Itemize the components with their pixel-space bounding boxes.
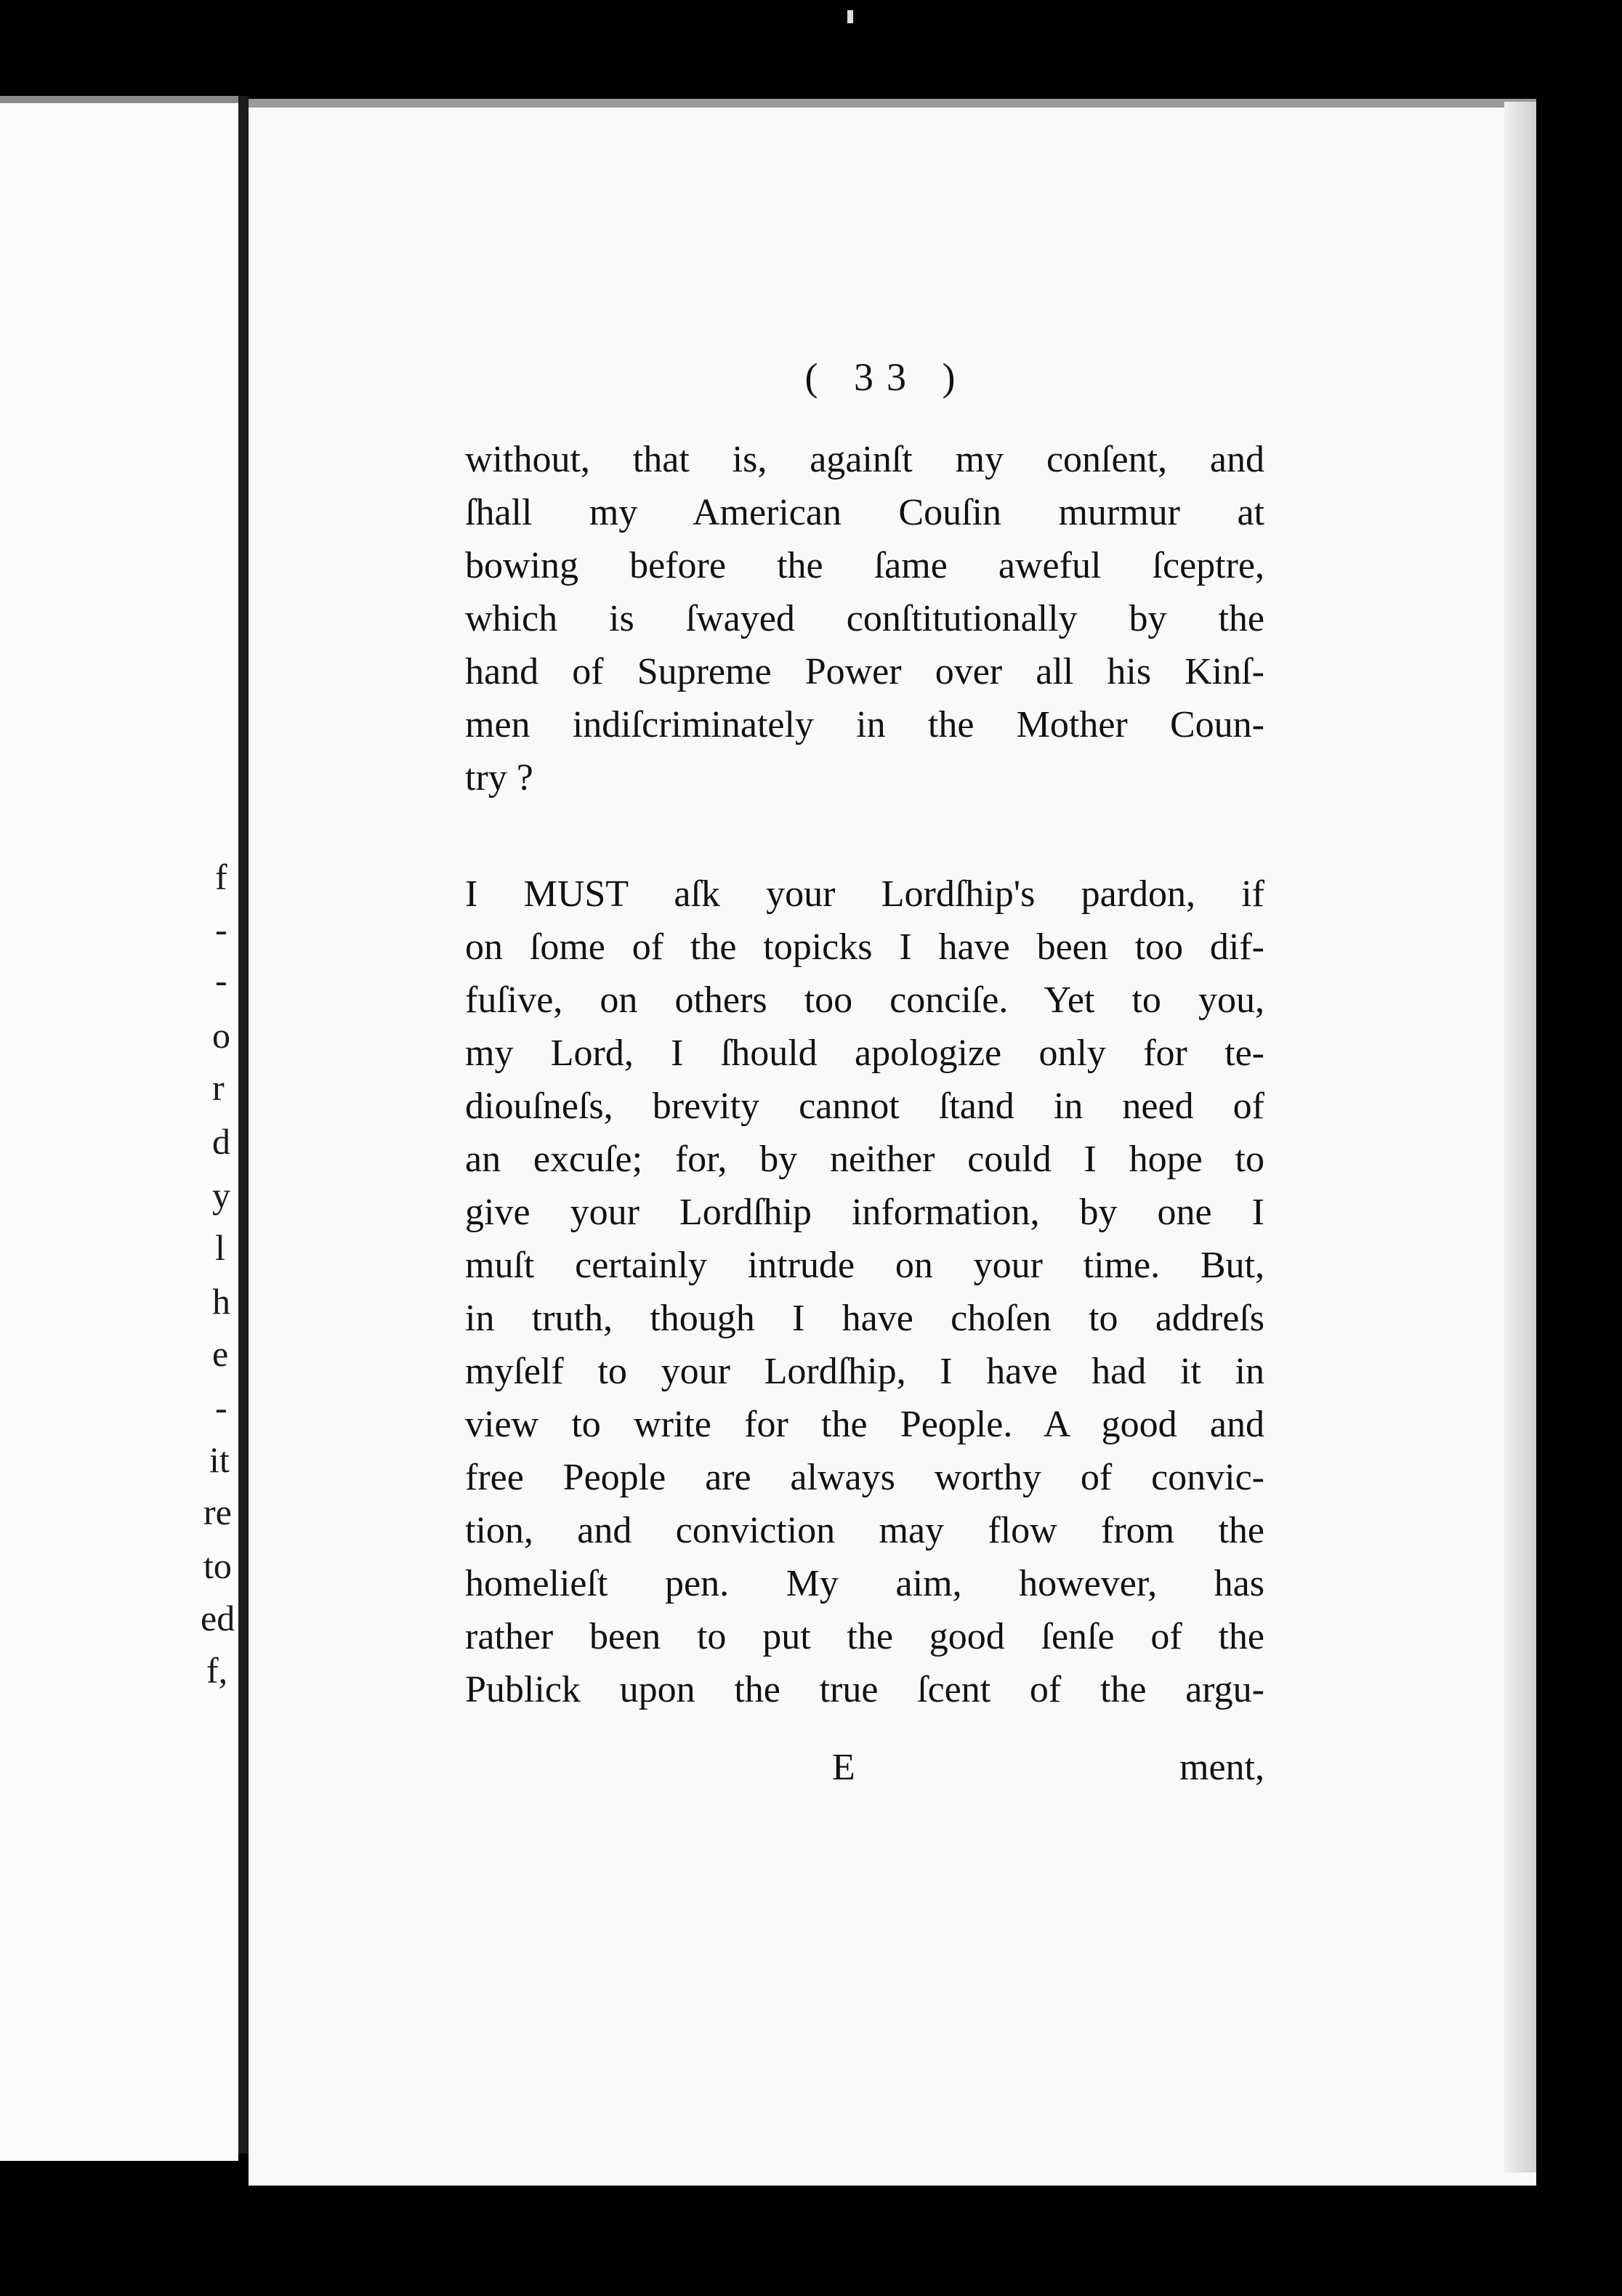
paragraph-1 — [465, 433, 1264, 804]
left-fragment: f — [215, 857, 227, 897]
left-fragment: - — [215, 1387, 227, 1428]
left-fragment: - — [215, 960, 227, 1001]
left-fragment: d — [212, 1121, 230, 1162]
text-line: which is ſwayed conſtitutionally by the — [465, 598, 1264, 639]
text-line: I MUST aſk your Lordſhip's pardon, if — [465, 873, 1264, 915]
text-line: tion, and conviction may flow from the — [465, 1510, 1264, 1551]
left-fragment: it — [209, 1439, 230, 1480]
text-line: view to write for the People. A good and — [465, 1404, 1264, 1445]
left-fragment: ed — [201, 1598, 235, 1638]
scan-speck — [847, 10, 853, 23]
left-fragment: - — [215, 909, 227, 950]
text-line: free People are always worthy of convic- — [465, 1457, 1264, 1498]
text-line: ſhall my American Couſin murmur at — [465, 492, 1264, 533]
text-line: fuſive, on others too conciſe. Yet to you, — [465, 979, 1264, 1021]
left-fragment: to — [203, 1545, 232, 1586]
page-footer — [465, 1742, 1264, 1793]
left-fragment: h — [212, 1281, 230, 1322]
left-page-text-fragments — [0, 103, 238, 2161]
left-fragment: e — [212, 1333, 229, 1374]
left-fragment: y — [212, 1175, 230, 1216]
page-edge-shadow — [1504, 102, 1536, 2172]
text-line: homelieſt pen. My aim, however, has — [465, 1563, 1264, 1604]
left-fragment: o — [212, 1015, 230, 1056]
text-line: diouſneſs, brevity cannot ſtand in need of — [465, 1086, 1264, 1127]
text-line: an excuſe; for, by neither could I hope to — [465, 1139, 1264, 1180]
text-line: my Lord, I ſhould apologize only for te- — [465, 1032, 1264, 1074]
left-page — [0, 96, 238, 2161]
text-line: on ſome of the topicks I have been too dif- — [465, 926, 1264, 968]
left-fragment: re — [203, 1492, 232, 1532]
paragraph-2 — [465, 868, 1264, 1716]
signature-mark: E — [832, 1747, 855, 1788]
text-line: try ? — [465, 757, 533, 799]
text-line: without, that is, againſt my conſent, and — [465, 439, 1264, 480]
text-line: in truth, though I have choſen to addreſs — [465, 1298, 1264, 1339]
text-line: men indiſcriminately in the Mother Coun- — [465, 704, 1264, 745]
text-line: hand of Supreme Power over all his Kinſ- — [465, 651, 1264, 692]
left-fragment: r — [212, 1067, 225, 1108]
text-line: bowing before the ſame aweful ſceptre, — [465, 545, 1264, 586]
page-number: ( 33 ) — [804, 355, 969, 399]
text-line: myſelf to your Lordſhip, I have had it in — [465, 1351, 1264, 1392]
book-gutter — [238, 96, 249, 2154]
text-line: give your Lordſhip information, by one I — [465, 1192, 1264, 1233]
text-line: muſt certainly intrude on your time. But, — [465, 1245, 1264, 1286]
catchword: ment, — [1179, 1747, 1264, 1788]
text-line: rather been to put the good ſenſe of the — [465, 1616, 1264, 1657]
left-fragment: f, — [206, 1650, 228, 1691]
text-line: Publick upon the true ſcent of the argu- — [465, 1669, 1264, 1710]
left-fragment: l — [215, 1227, 225, 1268]
